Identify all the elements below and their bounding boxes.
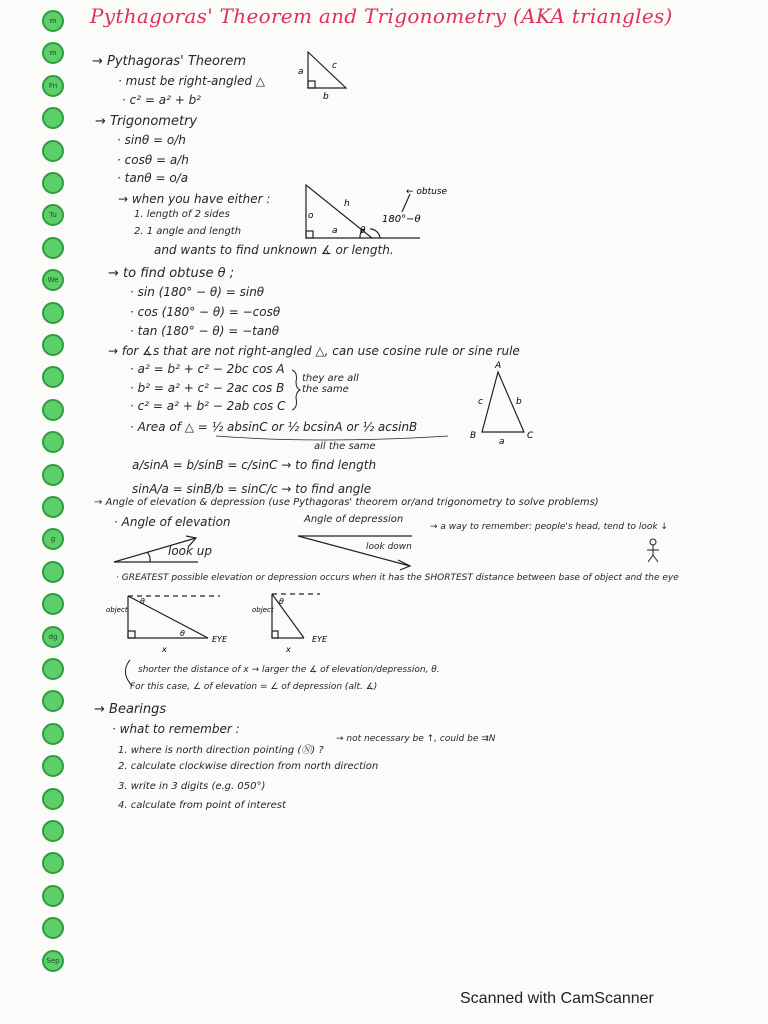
trig-label-a: a	[332, 226, 338, 236]
trig-sin: · sinθ = o/h	[117, 133, 186, 147]
abc-label-B: B	[470, 431, 477, 441]
pyth-label-b: b	[323, 92, 329, 102]
cosine-rule-c: · c² = a² + b² − 2ab cos C	[130, 399, 286, 413]
elevation-heading: → Angle of elevation & depression (use Pythagoras' theorem or/and trigonometry to solve problems)	[94, 497, 599, 508]
distance-note: shorter the distance of x → larger the ∡ of elevation/depression, θ.	[138, 665, 440, 675]
trig-when-3: and wants to find unknown ∡ or length.	[154, 243, 394, 257]
rules-heading: → for ∡s that are not right-angled △, can use cosine rule or sine rule	[108, 344, 520, 358]
abc-label-A: A	[495, 361, 502, 371]
abc-label-c: c	[478, 397, 483, 407]
obtuse-line-2: · cos (180° − θ) = −cosθ	[130, 305, 281, 319]
pyth-label-c: c	[332, 61, 337, 71]
trig-label-h: h	[344, 199, 350, 209]
depression-arrow	[298, 536, 412, 570]
diag1-label-theta-top: θ	[140, 597, 145, 606]
pythagoras-triangle	[308, 52, 346, 88]
trig-when-2: 2. 1 angle and length	[134, 226, 242, 237]
cosine-rule-note: they are all the same	[302, 373, 359, 395]
pythagoras-line-1: · must be right-angled △	[118, 74, 265, 88]
diag1-label-theta-bottom: θ	[180, 629, 185, 638]
binder-hole: Fri	[42, 75, 64, 97]
binder-hole: Sep	[42, 950, 64, 972]
binder-hole: Tu	[42, 204, 64, 226]
look-up-label: look up	[168, 544, 213, 558]
diag2-label-eye: EYE	[312, 635, 327, 644]
scanner-watermark: Scanned with CamScanner	[460, 990, 654, 1007]
trig-label-o: o	[308, 211, 314, 221]
diag2-label-object: object	[252, 606, 274, 614]
bearings-heading: → Bearings	[94, 702, 167, 717]
diag1-label-object: object	[106, 606, 128, 614]
obtuse-line-1: · sin (180° − θ) = sinθ	[130, 285, 265, 299]
depression-label: Angle of depression	[304, 514, 404, 525]
bearing-step-4: 4. calculate from point of interest	[118, 800, 286, 811]
alt-angle-note: For this case, ∠ of elevation = ∠ of depression (alt. ∡)	[130, 682, 378, 692]
abc-label-C: C	[527, 431, 534, 441]
area-formula: · Area of △ = ½ absinC or ½ bcsinA or ½ acsinB	[130, 420, 418, 434]
obtuse-heading: → to find obtuse θ ;	[108, 266, 235, 281]
trig-label-theta: θ	[360, 226, 366, 236]
binder-hole: m	[42, 42, 64, 64]
diag1-label-x: x	[162, 645, 167, 654]
sine-rule-angle: sinA/a = sinB/b = sinC/c → to find angle	[132, 482, 372, 496]
remember-tip: → a way to remember: people's head, tend to look ↓	[430, 522, 668, 532]
bearing-step-2: 2. calculate clockwise direction from north direction	[118, 761, 379, 772]
stick-figure-icon	[647, 539, 659, 562]
cosine-rule-a: · a² = b² + c² − 2bc cos A	[130, 362, 285, 376]
bearing-step-1: 1. where is north direction pointing (Ⓝ) ?	[118, 745, 324, 756]
bearing-step-3: 3. write in 3 digits (e.g. 050°)	[118, 781, 266, 792]
binder-hole: dg	[42, 626, 64, 648]
trig-heading: → Trigonometry	[95, 114, 198, 129]
cosine-rule-b: · b² = a² + c² − 2ac cos B	[130, 381, 285, 395]
trig-when-1: 1. length of 2 sides	[134, 209, 230, 220]
bearing-step-1-note: → not necessary be ↑, could be ⇉N	[336, 734, 496, 744]
trig-label-obtuse-angle: 180°−θ	[382, 214, 421, 225]
trig-label-obtuse: ← obtuse	[406, 187, 448, 197]
diag1-label-eye: EYE	[212, 635, 227, 644]
elevation-arrow	[114, 536, 198, 562]
binder-hole: We	[42, 269, 64, 291]
trig-cos: · cosθ = a/h	[117, 153, 189, 167]
look-down-label: look down	[366, 542, 412, 552]
pythagoras-line-2: · c² = a² + b²	[122, 93, 201, 107]
trig-when: → when you have either :	[118, 192, 271, 206]
greatest-note: · GREATEST possible elevation or depression occurs when it has the SHORTEST distance between base of object and the eye	[116, 573, 679, 583]
bearings-what: · what to remember :	[112, 722, 240, 736]
diag2-label-theta: θ	[279, 597, 284, 606]
sine-rule-length: a/sinA = b/sinB = c/sinC → to find length	[132, 458, 377, 472]
pyth-label-a: a	[298, 67, 304, 77]
pythagoras-heading: → Pythagoras' Theorem	[92, 54, 246, 69]
abc-label-b: b	[516, 397, 522, 407]
area-note: all the same	[314, 441, 376, 452]
diag2-label-x: x	[286, 645, 291, 654]
trig-tan: · tanθ = o/a	[117, 171, 189, 185]
page-title: Pythagoras' Theorem and Trigonometry (AKA triangles)	[90, 4, 673, 28]
obtuse-line-3: · tan (180° − θ) = −tanθ	[130, 324, 280, 338]
abc-label-a: a	[499, 437, 505, 447]
binder-hole: m	[42, 10, 64, 32]
binder-hole: g	[42, 528, 64, 550]
elevation-label: · Angle of elevation	[114, 515, 231, 529]
